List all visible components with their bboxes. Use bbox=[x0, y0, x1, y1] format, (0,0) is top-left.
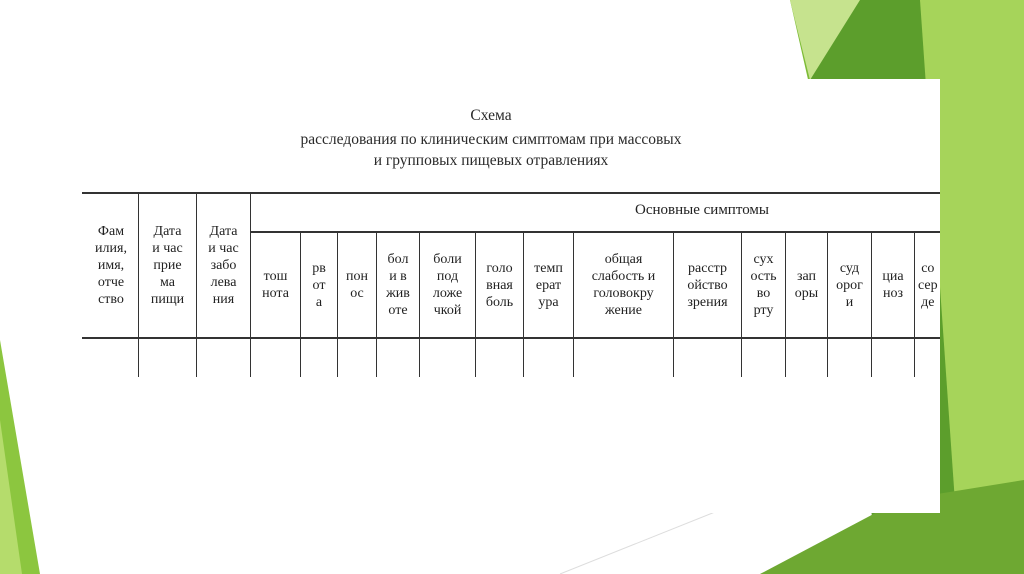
header-vision-disorder: расстр ойство зрения bbox=[687, 260, 728, 310]
document-subtitle-line-2: и групповых пищевых отравлениях bbox=[373, 152, 609, 169]
header-cyanosis: циа ноз bbox=[882, 269, 904, 301]
header-cardiovascular-cut: со сер де bbox=[918, 260, 938, 310]
header-main-symptoms: Основные симптомы bbox=[635, 202, 769, 218]
header-epigastric-pain: боли под ложе чкой bbox=[432, 252, 463, 318]
header-abdominal-pain: бол и в жив оте bbox=[386, 252, 410, 318]
document-title: Схема bbox=[470, 107, 512, 124]
header-temperature: темп ерат ура bbox=[534, 260, 563, 310]
header-vomiting: рв от а bbox=[312, 260, 326, 310]
scanned-document bbox=[82, 79, 940, 513]
header-meal-datetime: Дата и час прие ма пищи bbox=[150, 224, 185, 307]
header-illness-datetime: Дата и час забо лева ния bbox=[208, 224, 239, 307]
header-headache: голо вная боль bbox=[485, 260, 514, 310]
header-full-name: Фам илия, имя, отче ство bbox=[95, 224, 127, 307]
thin-diagonal-line bbox=[560, 510, 720, 574]
header-dry-mouth: сух ость во рту bbox=[750, 252, 777, 318]
header-diarrhea: пон ос bbox=[346, 269, 368, 301]
header-constipation: зап оры bbox=[794, 269, 819, 301]
col-divider bbox=[914, 231, 915, 377]
header-weakness-dizziness: общая слабость и головокру жение bbox=[591, 252, 656, 318]
header-nausea: тош нота bbox=[262, 269, 289, 301]
header-bottom-border bbox=[82, 337, 940, 339]
header-convulsions: суд орог и bbox=[836, 260, 863, 310]
document-subtitle-line-1: расследования по клиническим симптомам при массовых bbox=[300, 131, 682, 148]
